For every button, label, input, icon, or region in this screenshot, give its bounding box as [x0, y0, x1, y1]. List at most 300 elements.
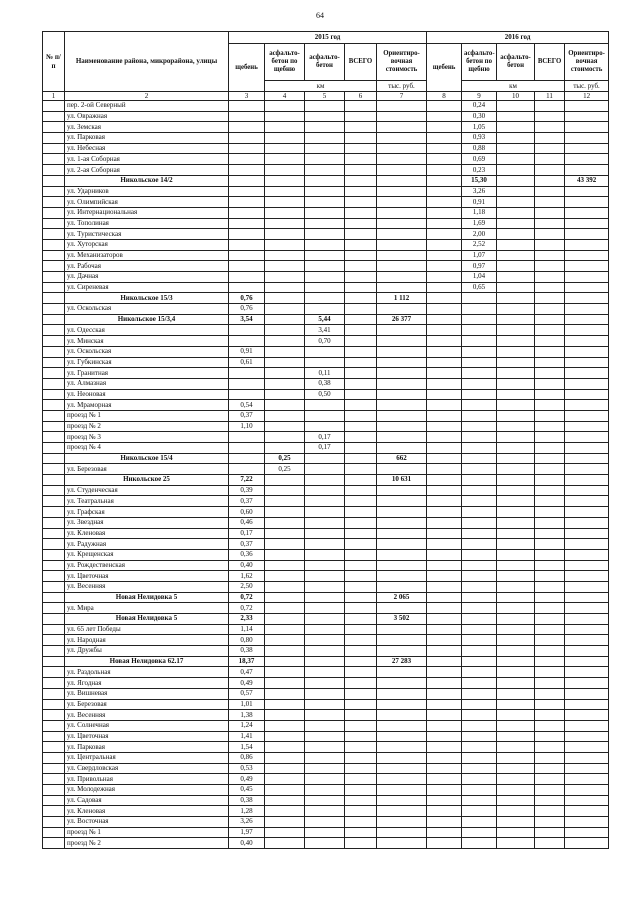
value-cell: [535, 560, 565, 571]
row-number-cell: [43, 389, 65, 400]
value-cell: [427, 133, 462, 144]
value-cell: [305, 699, 345, 710]
street-row: [43, 143, 609, 154]
value-cell: [497, 293, 535, 304]
value-cell: [565, 357, 609, 368]
row-number-cell: [43, 282, 65, 293]
value-cell: [497, 817, 535, 828]
value-cell: [497, 635, 535, 646]
street-name-cell: ул. Восточная: [65, 817, 229, 828]
row-number-cell: [43, 250, 65, 261]
value-cell: [377, 325, 427, 336]
value-cell: [345, 186, 377, 197]
value-cell: [535, 111, 565, 122]
street-name-cell: ул. Кленовая: [65, 528, 229, 539]
street-name-cell: ул. Привольная: [65, 774, 229, 785]
value-cell: [345, 817, 377, 828]
value-cell: [345, 272, 377, 283]
value-cell: [345, 346, 377, 357]
value-cell: [427, 464, 462, 475]
street-row: [43, 571, 609, 582]
street-row: [43, 111, 609, 122]
value-cell: [377, 646, 427, 657]
value-cell: [565, 143, 609, 154]
row-number-cell: [43, 838, 65, 849]
value-cell: [265, 710, 305, 721]
value-cell: [565, 507, 609, 518]
value-cell: [305, 539, 345, 550]
row-number-cell: [43, 101, 65, 112]
row-number-cell: [43, 656, 65, 667]
value-cell: [305, 667, 345, 678]
value-cell: [427, 400, 462, 411]
value-cell: [427, 143, 462, 154]
value-cell: [535, 239, 565, 250]
value-cell: [535, 443, 565, 454]
value-cell: [497, 346, 535, 357]
value-cell: [427, 710, 462, 721]
street-name-cell: ул. Небесная: [65, 143, 229, 154]
value-cell: [427, 560, 462, 571]
value-cell: [462, 336, 497, 347]
value-cell: 0,65: [462, 282, 497, 293]
header-no: № п/п: [43, 32, 65, 92]
value-cell: 18,37: [229, 656, 265, 667]
value-cell: [427, 838, 462, 849]
street-name-cell: ул. Оскольская: [65, 346, 229, 357]
value-cell: 1,10: [229, 421, 265, 432]
value-cell: [377, 186, 427, 197]
street-row: [43, 261, 609, 272]
value-cell: [305, 720, 345, 731]
value-cell: 1,62: [229, 571, 265, 582]
row-number-cell: [43, 464, 65, 475]
value-cell: [377, 774, 427, 785]
value-cell: [535, 592, 565, 603]
value-cell: 0,57: [229, 688, 265, 699]
value-cell: [462, 528, 497, 539]
value-cell: [427, 752, 462, 763]
row-number-cell: [43, 496, 65, 507]
value-cell: [305, 581, 345, 592]
value-cell: 1,04: [462, 272, 497, 283]
header-2016-shcheben: щебень: [427, 44, 462, 92]
value-cell: [462, 410, 497, 421]
value-cell: [265, 688, 305, 699]
value-cell: 662: [377, 453, 427, 464]
value-cell: [265, 421, 305, 432]
row-number-cell: [43, 795, 65, 806]
street-name-cell: ул. Весенняя: [65, 710, 229, 721]
value-cell: [462, 443, 497, 454]
value-cell: [427, 154, 462, 165]
value-cell: [535, 603, 565, 614]
value-cell: [345, 122, 377, 133]
value-cell: [535, 357, 565, 368]
value-cell: [565, 464, 609, 475]
value-cell: [497, 453, 535, 464]
col-index: 6: [345, 92, 377, 101]
value-cell: [565, 239, 609, 250]
value-cell: [345, 133, 377, 144]
value-cell: [427, 667, 462, 678]
value-cell: [497, 517, 535, 528]
value-cell: 0,61: [229, 357, 265, 368]
value-cell: [345, 410, 377, 421]
value-cell: 7,22: [229, 475, 265, 486]
col-index: 9: [462, 92, 497, 101]
value-cell: [345, 218, 377, 229]
header-2015-unit-km: км: [265, 81, 377, 92]
value-cell: [462, 731, 497, 742]
value-cell: [565, 549, 609, 560]
value-cell: [305, 239, 345, 250]
value-cell: [345, 282, 377, 293]
value-cell: [305, 817, 345, 828]
row-number-cell: [43, 699, 65, 710]
value-cell: 1,54: [229, 742, 265, 753]
value-cell: [345, 432, 377, 443]
header-2015-total: ВСЕГО: [345, 44, 377, 81]
street-row: [43, 304, 609, 315]
row-number-cell: [43, 122, 65, 133]
section-name-cell: Никольское 15/3,4: [65, 314, 229, 325]
value-cell: [535, 496, 565, 507]
value-cell: [377, 154, 427, 165]
value-cell: [305, 774, 345, 785]
row-number-cell: [43, 678, 65, 689]
value-cell: [565, 646, 609, 657]
value-cell: [462, 752, 497, 763]
col-index: 5: [305, 92, 345, 101]
street-row: [43, 635, 609, 646]
value-cell: [427, 763, 462, 774]
value-cell: 0,49: [229, 678, 265, 689]
value-cell: [497, 239, 535, 250]
value-cell: [462, 475, 497, 486]
value-cell: [265, 186, 305, 197]
value-cell: [305, 549, 345, 560]
value-cell: 0,91: [229, 346, 265, 357]
street-row: [43, 646, 609, 657]
value-cell: [305, 154, 345, 165]
value-cell: [535, 410, 565, 421]
value-cell: [305, 346, 345, 357]
value-cell: [377, 581, 427, 592]
value-cell: [265, 154, 305, 165]
col-index: 10: [497, 92, 535, 101]
value-cell: 26 377: [377, 314, 427, 325]
value-cell: [265, 368, 305, 379]
value-cell: [535, 165, 565, 176]
value-cell: [265, 806, 305, 817]
section-row: [43, 614, 609, 625]
value-cell: [427, 528, 462, 539]
value-cell: [229, 282, 265, 293]
value-cell: [565, 443, 609, 454]
value-cell: [535, 101, 565, 112]
value-cell: [497, 261, 535, 272]
value-cell: [377, 346, 427, 357]
value-cell: [535, 827, 565, 838]
value-cell: [265, 293, 305, 304]
value-cell: [377, 122, 427, 133]
col-index: 8: [427, 92, 462, 101]
value-cell: [497, 218, 535, 229]
value-cell: [497, 101, 535, 112]
value-cell: [535, 774, 565, 785]
value-cell: [565, 261, 609, 272]
value-cell: [497, 785, 535, 796]
value-cell: [535, 304, 565, 315]
value-cell: [462, 827, 497, 838]
value-cell: 1,01: [229, 699, 265, 710]
value-cell: [535, 785, 565, 796]
value-cell: [345, 635, 377, 646]
value-cell: 0,37: [229, 410, 265, 421]
value-cell: 0,24: [462, 101, 497, 112]
value-cell: [265, 517, 305, 528]
value-cell: [305, 101, 345, 112]
value-cell: [229, 389, 265, 400]
value-cell: [427, 357, 462, 368]
value-cell: [497, 646, 535, 657]
value-cell: [305, 400, 345, 411]
value-cell: [377, 710, 427, 721]
street-row: [43, 282, 609, 293]
value-cell: [305, 293, 345, 304]
value-cell: [497, 357, 535, 368]
value-cell: [535, 133, 565, 144]
value-cell: [265, 282, 305, 293]
street-name-cell: ул. Парковая: [65, 742, 229, 753]
section-row: [43, 656, 609, 667]
value-cell: [377, 688, 427, 699]
value-cell: 43 392: [565, 175, 609, 186]
value-cell: [345, 827, 377, 838]
value-cell: [462, 346, 497, 357]
value-cell: [462, 368, 497, 379]
street-row: [43, 795, 609, 806]
value-cell: [427, 111, 462, 122]
value-cell: [535, 389, 565, 400]
value-cell: [427, 421, 462, 432]
value-cell: [377, 699, 427, 710]
value-cell: [565, 304, 609, 315]
value-cell: [265, 197, 305, 208]
street-row: [43, 186, 609, 197]
row-number-cell: [43, 581, 65, 592]
row-number-cell: [43, 346, 65, 357]
value-cell: [497, 464, 535, 475]
value-cell: [497, 549, 535, 560]
value-cell: [462, 667, 497, 678]
value-cell: [497, 175, 535, 186]
value-cell: [377, 250, 427, 261]
value-cell: [305, 688, 345, 699]
value-cell: [462, 635, 497, 646]
value-cell: [265, 742, 305, 753]
value-cell: [265, 101, 305, 112]
row-number-cell: [43, 774, 65, 785]
value-cell: [565, 678, 609, 689]
value-cell: [497, 720, 535, 731]
value-cell: [265, 581, 305, 592]
value-cell: [345, 464, 377, 475]
value-cell: 0,39: [229, 485, 265, 496]
value-cell: [462, 720, 497, 731]
row-number-cell: [43, 549, 65, 560]
value-cell: [305, 795, 345, 806]
value-cell: 3,26: [462, 186, 497, 197]
street-name-cell: ул. Одесская: [65, 325, 229, 336]
section-name-cell: Никольское 14/2: [65, 175, 229, 186]
value-cell: [497, 389, 535, 400]
value-cell: [497, 827, 535, 838]
value-cell: [377, 742, 427, 753]
value-cell: [377, 517, 427, 528]
value-cell: [345, 389, 377, 400]
value-cell: [497, 581, 535, 592]
street-name-cell: ул. Радужная: [65, 539, 229, 550]
value-cell: [229, 336, 265, 347]
value-cell: [462, 838, 497, 849]
value-cell: [565, 752, 609, 763]
value-cell: [345, 443, 377, 454]
street-name-cell: проезд № 2: [65, 838, 229, 849]
value-cell: [305, 175, 345, 186]
value-cell: [345, 742, 377, 753]
street-name-cell: ул. Березовая: [65, 699, 229, 710]
value-cell: [535, 421, 565, 432]
street-row: [43, 731, 609, 742]
value-cell: [535, 475, 565, 486]
street-name-cell: ул. Гранитная: [65, 368, 229, 379]
header-year-2016: 2016 год: [427, 32, 609, 44]
value-cell: 2,52: [462, 239, 497, 250]
value-cell: [535, 336, 565, 347]
value-cell: [462, 603, 497, 614]
street-row: [43, 272, 609, 283]
value-cell: [427, 239, 462, 250]
street-name-cell: ул. 65 лет Победы: [65, 624, 229, 635]
row-number-cell: [43, 272, 65, 283]
value-cell: [565, 378, 609, 389]
value-cell: [565, 314, 609, 325]
value-cell: [497, 656, 535, 667]
value-cell: 1,69: [462, 218, 497, 229]
row-number-cell: [43, 368, 65, 379]
value-cell: [565, 218, 609, 229]
value-cell: [535, 678, 565, 689]
value-cell: [427, 656, 462, 667]
value-cell: [345, 517, 377, 528]
street-row: [43, 421, 609, 432]
value-cell: [345, 528, 377, 539]
value-cell: [377, 507, 427, 518]
value-cell: [462, 774, 497, 785]
value-cell: [462, 806, 497, 817]
row-number-cell: [43, 186, 65, 197]
value-cell: [265, 539, 305, 550]
value-cell: 0,30: [462, 111, 497, 122]
value-cell: [497, 325, 535, 336]
value-cell: [305, 731, 345, 742]
value-cell: 1,38: [229, 710, 265, 721]
row-number-cell: [43, 304, 65, 315]
value-cell: [565, 710, 609, 721]
value-cell: [305, 133, 345, 144]
value-cell: [565, 720, 609, 731]
value-cell: [535, 368, 565, 379]
value-cell: [427, 261, 462, 272]
row-number-cell: [43, 229, 65, 240]
row-number-cell: [43, 421, 65, 432]
value-cell: [345, 400, 377, 411]
value-cell: [377, 410, 427, 421]
value-cell: [565, 186, 609, 197]
value-cell: [305, 635, 345, 646]
value-cell: [345, 549, 377, 560]
value-cell: [427, 207, 462, 218]
value-cell: [305, 507, 345, 518]
value-cell: [565, 742, 609, 753]
value-cell: [265, 731, 305, 742]
value-cell: [377, 101, 427, 112]
value-cell: [345, 646, 377, 657]
value-cell: [565, 272, 609, 283]
street-row: [43, 400, 609, 411]
row-number-cell: [43, 400, 65, 411]
value-cell: [377, 635, 427, 646]
row-number-cell: [43, 443, 65, 454]
value-cell: [497, 314, 535, 325]
street-row: [43, 485, 609, 496]
value-cell: [305, 143, 345, 154]
value-cell: [497, 507, 535, 518]
value-cell: [427, 293, 462, 304]
value-cell: [427, 314, 462, 325]
value-cell: 5,44: [305, 314, 345, 325]
value-cell: 0,47: [229, 667, 265, 678]
value-cell: [565, 592, 609, 603]
value-cell: 0,60: [229, 507, 265, 518]
street-name-cell: ул. Дружбы: [65, 646, 229, 657]
value-cell: 0,23: [462, 165, 497, 176]
value-cell: 1,14: [229, 624, 265, 635]
row-number-cell: [43, 133, 65, 144]
value-cell: [305, 752, 345, 763]
value-cell: [535, 261, 565, 272]
value-cell: 3,54: [229, 314, 265, 325]
street-row: [43, 806, 609, 817]
row-number-cell: [43, 635, 65, 646]
value-cell: [565, 325, 609, 336]
value-cell: [462, 378, 497, 389]
value-cell: [462, 496, 497, 507]
street-row: [43, 624, 609, 635]
value-cell: [565, 154, 609, 165]
value-cell: [265, 496, 305, 507]
value-cell: [462, 432, 497, 443]
value-cell: [345, 143, 377, 154]
row-number-cell: [43, 197, 65, 208]
value-cell: [265, 774, 305, 785]
value-cell: [565, 528, 609, 539]
col-index: 4: [265, 92, 305, 101]
value-cell: [497, 143, 535, 154]
row-number-cell: [43, 785, 65, 796]
